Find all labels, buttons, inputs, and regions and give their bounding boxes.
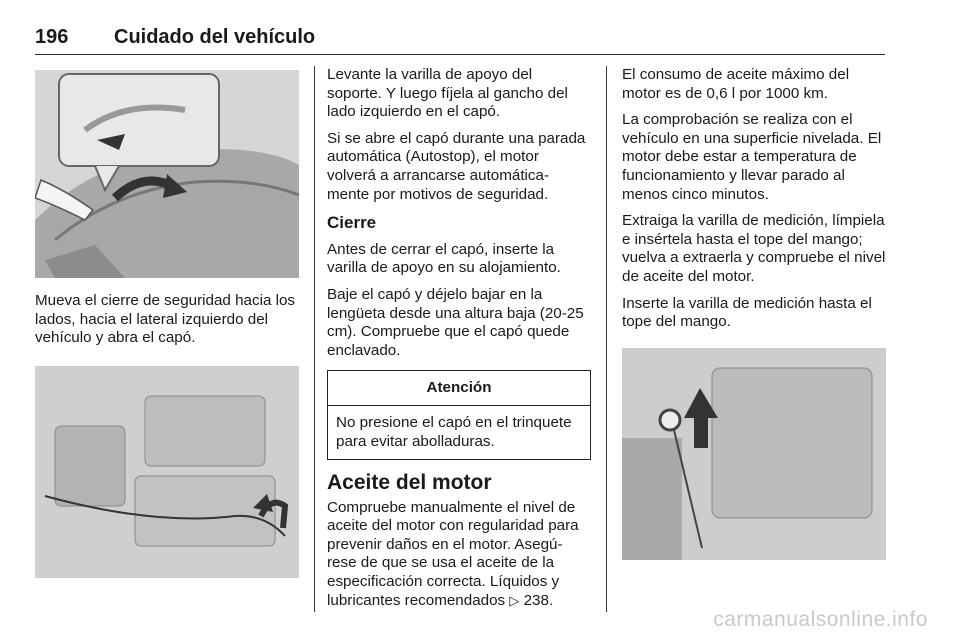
col2-paragraph-2: Si se abre el capó durante una parada automática (Autostop), el motor volverá a arrancarse automática- mente por motivos de seguridad. [327,129,586,203]
col3-paragraph-4: Inserte la varilla de medición hasta el tope del mango. [622,294,872,331]
column-divider-1 [314,66,315,612]
col2-paragraph-3: Antes de cerrar el capó, inserte la varilla de apoyo en su alojamiento. [327,240,561,277]
dipstick-illustration [622,348,886,560]
col2-paragraph-4: Baje el capó y déjelo bajar en la lengüeta desde una altura baja (20-25 cm). Compruebe que el capó quede enclavado. [327,285,584,359]
column-1 [35,70,299,578]
page-reference-number[interactable]: 238. [523,591,554,609]
col3-paragraph-2: La comprobación se realiza con el vehículo en una superficie nivelada. El motor debe estar a temperatura de funcionamiento y llevar parado al menos cinco minutos. [622,111,882,203]
heading-cierre: Cierre [327,213,377,233]
col3-paragraph-1: El consumo de aceite máximo del motor es de 0,6 l por 1000 km. [622,66,850,102]
page-header [35,26,885,55]
column-divider-2 [606,66,607,612]
col3-paragraph-3: Extraiga la varilla de medición, límpiela e insértela hasta el tope del mango; vuelva a extraerla y compruebe el nivel de aceite del motor. [622,212,886,285]
col1-paragraph-1: Mueva el cierre de seguridad hacia los lados, hacia el lateral izquierdo del vehículo y abra el capó. [35,292,296,347]
col2-paragraph-5 [327,499,591,611]
hood-release-image [35,70,299,278]
hood-release-illustration [35,70,299,278]
dipstick-image [622,348,886,560]
heading-aceite: Aceite del motor [327,471,492,495]
column-3 [622,66,887,560]
col2-paragraph-1: Levante la varilla de apoyo del soporte. Y luego fíjela al gancho del lado izquierdo en el capó. [327,66,568,121]
column-2 [327,66,591,618]
support-rod-image [35,366,299,578]
watermark: carmanualsonline.info [713,608,928,631]
support-rod-illustration [35,366,299,578]
warning-text: No presione el capó en el trinquete para evitar abolladuras. [336,413,572,450]
warning-box [327,370,591,460]
chapter-title: Cuidado del vehículo [114,26,316,48]
warning-title: Atención [328,371,590,406]
page-reference-arrow-icon: ▷ [509,592,520,608]
col2-paragraph-5-text: Compruebe manualmente el nivel de aceite del motor con regularidad para prevenir daños en el motor. Asegú- rese de que se usa el aceite de la especificación correcta. Líquidos y lubricantes recomendados [327,498,579,609]
page-number: 196 [35,26,69,48]
